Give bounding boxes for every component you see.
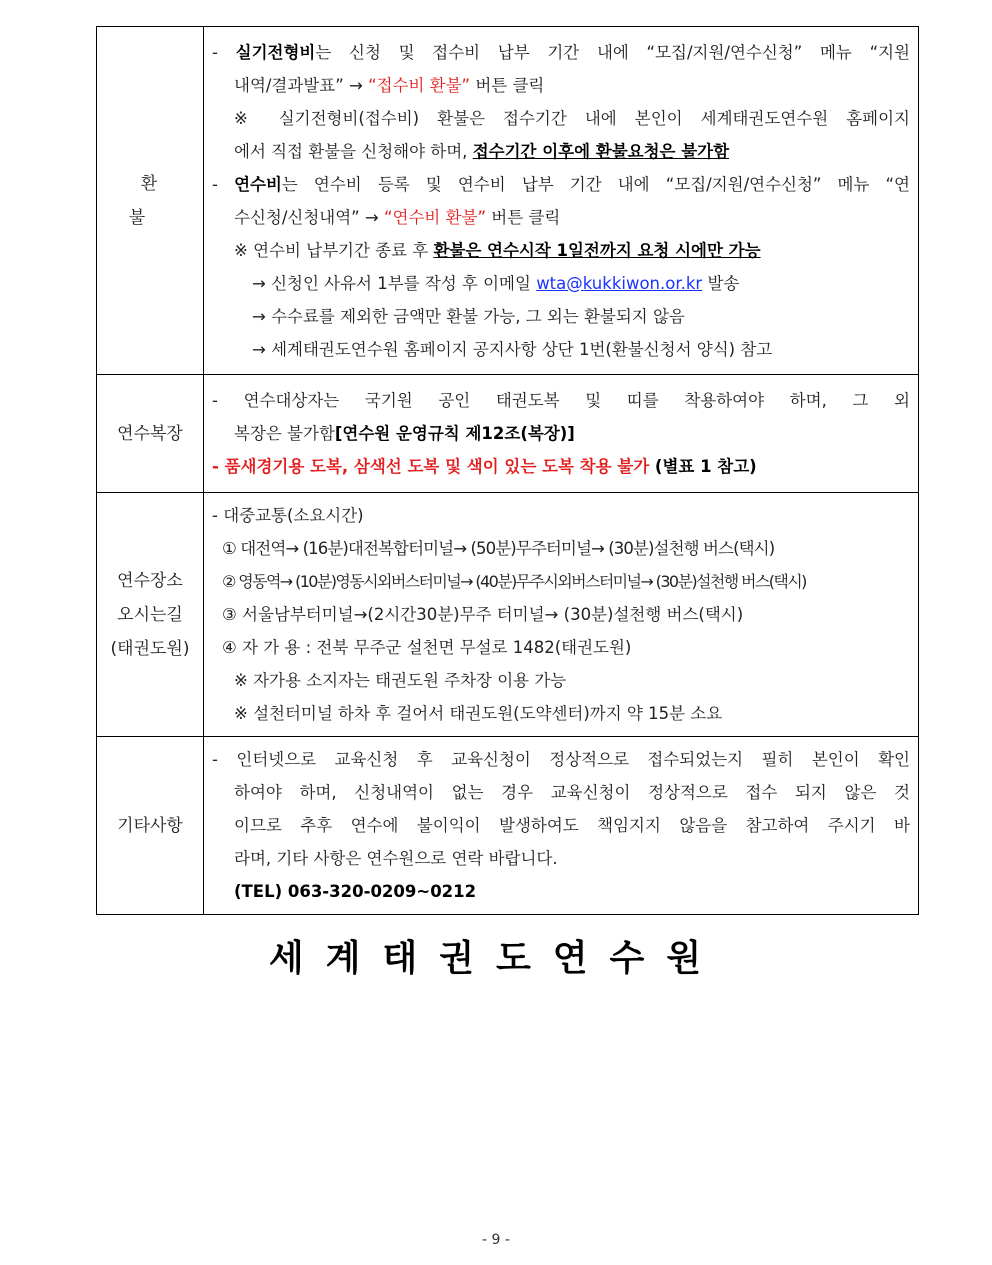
directions-line: ※ 설천터미널 하차 후 걸어서 태권도원(도약센터)까지 약 15분 소요 [234,704,723,723]
etc-label: 기타사항 [97,737,204,915]
refund-line: → 세계태권도연수원 홈페이지 공지사항 상단 1번(환불신청서 양식) 참고 [252,339,773,359]
etc-line: 이므로 추후 연수에 불이익이 발생하여도 책임지지 않음을 참고하여 주시기 바 [234,816,910,835]
page-number: - 9 - [482,1232,510,1248]
refund-line: 수신청/신청내역” → “연수비 환불” 버튼 클릭 [234,207,561,227]
dress-label: 연수복장 [97,375,204,493]
refund-line: 에서 직접 환불을 신청해야 하며, 접수기간 이후에 환불요청은 불가함 [234,141,730,161]
etc-row [97,737,919,915]
refund-line: ※ 실기전형비(접수비) 환불은 접수기간 내에 본인이 세계태권도연수원 홈페이지 [234,108,910,128]
directions-line: ③ 서울남부터미널→(2시간30분)무주 터미널→ (30분)설천행 버스(택시) [222,605,744,624]
refund-line: ※ 연수비 납부기간 종료 후 환불은 연수시작 1일전까지 요청 시에만 가능 [234,240,761,260]
etc-line: 라며, 기타 사항은 연수원으로 연락 바랍니다. [234,849,558,868]
directions-label: 연수장소 오시는길 (태권도원) [97,493,204,737]
refund-line: - 실기전형비는 신청 및 접수비 납부 기간 내에 “모집/지원/연수신청” 메뉴 “지원 [212,42,910,62]
dress-line: - 연수대상자는 국기원 공인 태권도복 및 띠를 착용하여야 하며, 그 외 [212,391,910,410]
directions-line: ① 대전역→ (16분)대전복합터미널→ (50분)무주터미널→ (30분)설천행 버스(택시) [222,539,775,558]
etc-content [204,737,919,915]
etc-line: 하여야 하며, 신청내역이 없는 경우 교육신청이 정상적으로 접수 되지 않은 것 [234,783,910,802]
refund-row [97,27,919,375]
dress-line: 복장은 불가함[연수원 운영규칙 제12조(복장)] [234,424,575,443]
contact-phone: (TEL) 063-320-0209~0212 [234,882,477,901]
email-link[interactable]: wta@kukkiwon.or.kr [536,273,703,293]
refund-label: 환 불 [97,27,204,375]
refund-content [204,27,919,375]
dress-content [204,375,919,493]
refund-line: → 수수료를 제외한 금액만 환불 가능, 그 외는 환불되지 않음 [252,306,685,326]
refund-line: - 연수비는 연수비 등록 및 연수비 납부 기간 내에 “모집/지원/연수신청” 메뉴 “연 [212,174,910,194]
dress-line: - 품새경기용 도복, 삼색선 도복 및 색이 있는 도복 착용 불가 (별표 1 참고) [212,457,757,476]
directions-row [97,493,919,737]
info-table [96,26,919,915]
refund-line: → 신청인 사유서 1부를 작성 후 이메일 wta@kukkiwon.or.kr 발송 [252,273,740,293]
directions-content [204,493,919,737]
directions-line: ④ 자 가 용 : 전북 무주군 설천면 무설로 1482(태권도원) [222,638,632,657]
organization-title: 세계태권도연수원 [268,938,724,979]
directions-line: - 대중교통(소요시간) [212,506,364,525]
refund-line: 내역/결과발표” → “접수비 환불” 버튼 클릭 [234,75,545,95]
directions-line: ※ 자가용 소지자는 태권도원 주차장 이용 가능 [234,671,567,690]
etc-line: - 인터넷으로 교육신청 후 교육신청이 정상적으로 접수되었는지 필히 본인이 확인 [212,750,910,769]
dress-row [97,375,919,493]
directions-line: ② 영동역→ (10분)영동시외버스터미널→ (40분)무주시외버스터미널→ (30분)설천행 버스(택시) [222,572,806,591]
